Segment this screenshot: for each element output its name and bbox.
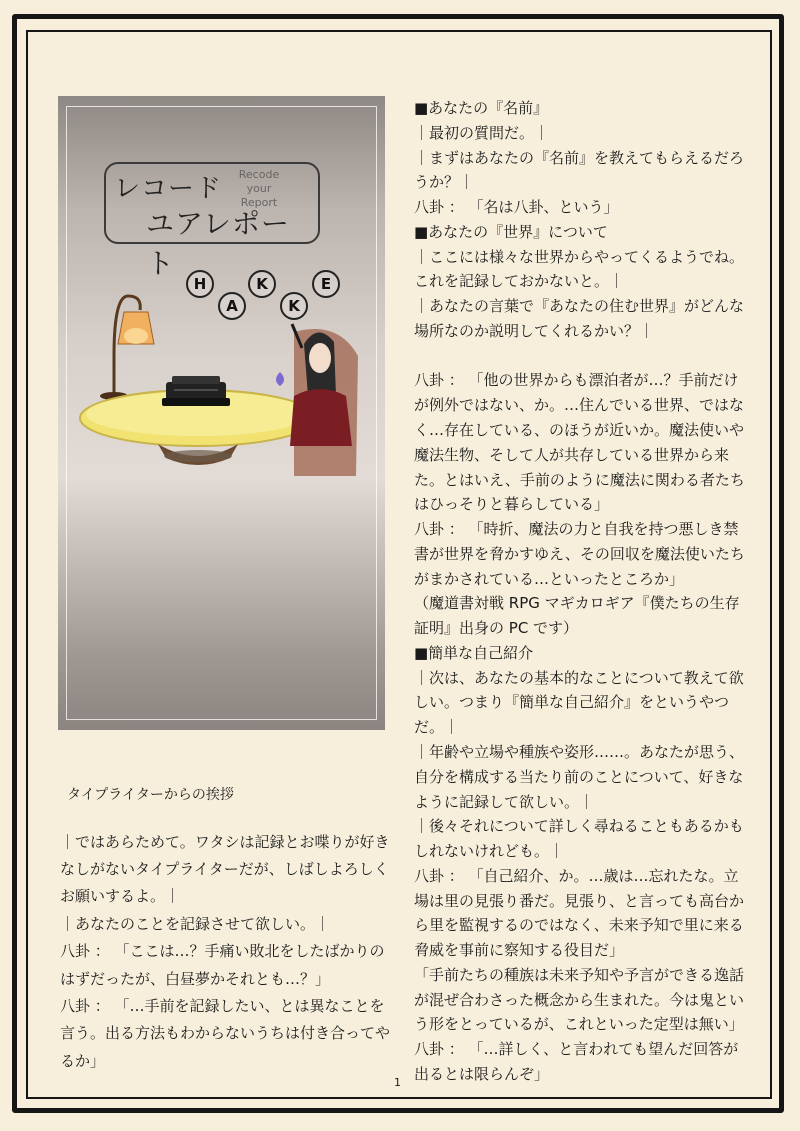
text-line: 言う。出る方法もわからないうちは付き合ってや [60,1024,391,1042]
text-line: （魔道書対戦 RPG マギカロギア『僕たちの生存 [414,594,740,613]
text-line: 自分を構成する当たり前のことについて、好きな [414,767,744,786]
text-line: 場所なのか説明してくれるかい？｜ [414,321,655,340]
text-line: ■あなたの『名前』 [414,99,549,117]
text-line: ｜あなたの言葉で『あなたの住む世界』がどんな [414,297,745,316]
text-line: が例外ではない、か。…住んでいる世界、ではな [414,396,745,415]
text-line: 出るとは限らんぞ」 [414,1065,550,1083]
scene-drawing [58,96,385,730]
text-line: 脅威を事前に察知する役目だ」 [414,941,625,960]
text-line: これを記録しておかないと。｜ [414,272,625,291]
text-line: なしがないタイプライターだが、しばしよろしく [60,860,389,878]
text-line: しれないけれども。｜ [414,842,565,861]
text-line: 八卦 ： 「名は八卦、という」 [414,198,619,217]
title-line2: ユアレポート [146,207,290,280]
text-line: ら里を監視するのではなく、未来予知で里に来る [414,916,744,935]
text-line: がまかされている…といったところか」 [414,569,685,588]
text-line: だ。｜ [414,718,460,737]
text-line: 書が世界を脅かすゆえ、その回収を魔法使いたち [414,544,745,563]
lamp-icon [100,296,154,400]
text-line: 証明』出身の PC です） [414,619,579,638]
text-line: 八卦 ： 「…詳しく、と言われても望んだ回答が [414,1040,739,1059]
text-line: 八卦 ： 「…手前を記録したい、とは異なことを [60,997,385,1015]
hakke-letter: K [248,270,276,298]
title-english: Recode your Report [238,168,280,209]
text-line: ｜次は、あなたの基本的なことについて教えて欲 [414,668,744,687]
typewriter-icon [162,376,230,406]
text-line: 八卦 ： 「時折、魔法の力と自我を持つ悪しき禁 [414,520,739,539]
hakke-letter: H [186,270,214,298]
text-line: ｜最初の質問だ。｜ [414,123,550,142]
text-line: ｜年齢や立場や種族や姿形……。あなたが思う、 [414,743,745,761]
text-line: しい。つまり『簡単な自己紹介』をというやつ [414,693,730,712]
page-number: 1 [394,1076,401,1089]
text-line: ■あなたの『世界』について [414,222,608,241]
title-line1: レコード [114,174,223,204]
text-line: 八卦 ： 「他の世界からも漂泊者が…？手前だけ [414,371,739,390]
text-line: が混ぜ合わさった概念から生まれた。今は鬼とい [414,990,745,1009]
text-line: はずだったが、白昼夢かそれとも…？」 [60,970,331,988]
hakke-letter: A [218,292,246,320]
text-line: ｜まずはあなたの『名前』を教えてもらえるだろ [414,148,745,167]
text-line: た。とはいえ、手前のように魔法に関わる者たち [414,470,745,489]
text-line: 八卦 ： 「ここは…？手痛い敗北をしたばかりの [60,942,385,960]
hakke-letter: E [312,270,340,298]
text-line: ｜ではあらためて。ワタシは記録とお喋りが好き [60,833,390,851]
text-line: ｜ここには様々な世界からやってくるようでね。 [414,247,745,266]
text-line: ｜あなたのことを記録させて欲しい。｜ [60,915,331,933]
text-line: 八卦 ： 「自己紹介、か。…歳は…忘れたな。立 [414,866,739,885]
caption: タイプライターからの挨拶 [67,787,234,803]
hakke-letter: K [280,292,308,320]
text-line: お願いするよ。｜ [60,887,181,905]
text-line: う形をとっているが、これといった定型は無い」 [414,1015,744,1034]
text-line: ｜後々それについて詳しく尋ねることもあるかも [414,817,744,836]
text-line: はひっそりと暮らしている」 [414,495,610,514]
text-line: 「手前たちの種族は未来予知や予言ができる逸話 [414,965,745,984]
text-line: 場は里の見張り番だ。見張り、と言っても高台か [414,891,745,910]
text-line: ■簡単な自己紹介 [414,643,534,662]
text-line: ように記録して欲しい。｜ [414,792,595,811]
text-line: 魔法生物、そして人が共存している世界から来 [414,445,730,464]
cover-illustration [58,96,385,730]
text-line: く…存在している、のほうが近いか。魔法使いや [414,421,745,439]
text-line: るか」 [60,1052,106,1070]
text-line: うか？｜ [414,173,475,192]
